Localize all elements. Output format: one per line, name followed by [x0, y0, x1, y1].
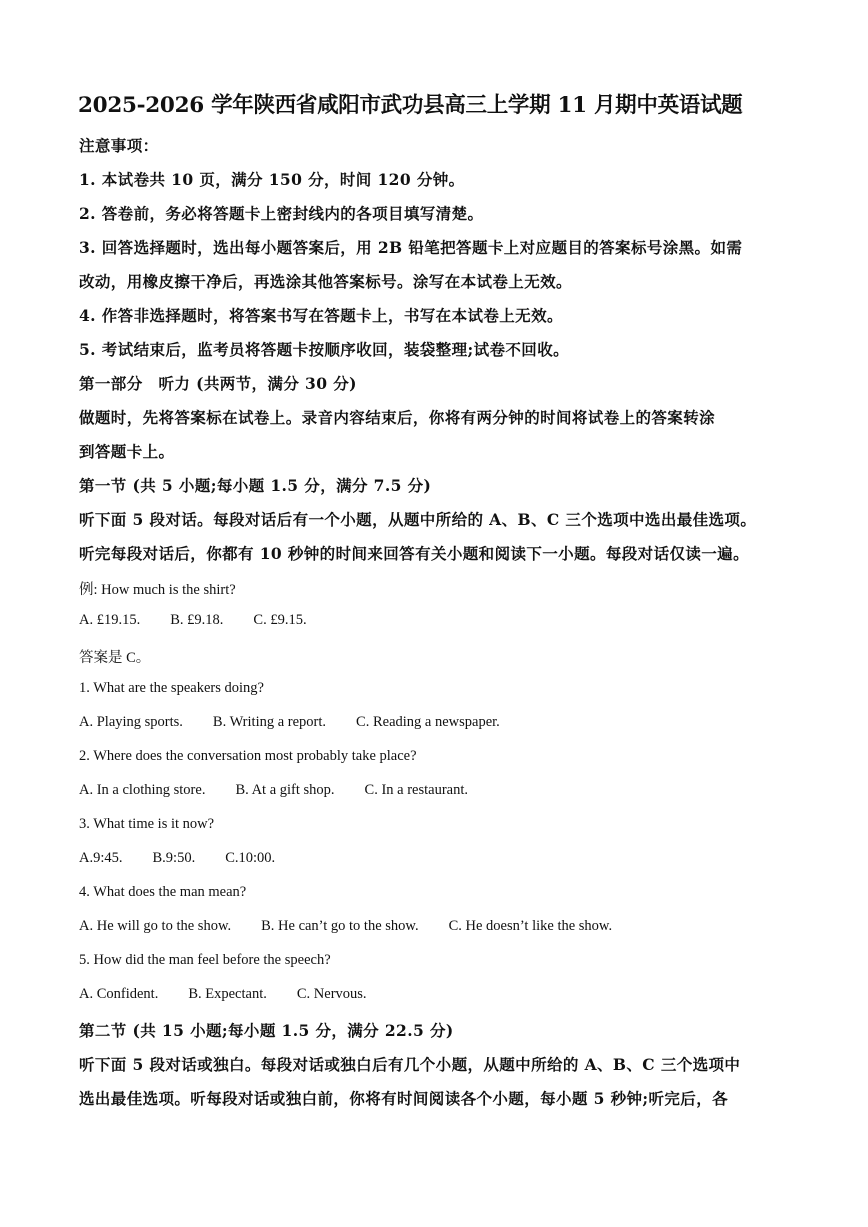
question: 4. What does the man mean?: [79, 884, 247, 900]
option: C. In a restaurant.: [364, 782, 469, 798]
option: C. £9.15.: [253, 612, 307, 628]
option: B. Writing a report.: [212, 714, 327, 730]
section1-heading: 第一节 (共 5 小题;每小题 1.5 分，满分 7.5 分): [79, 476, 432, 495]
notice-heading: 注意事项：: [79, 136, 159, 155]
question-options: [79, 918, 799, 935]
example-options: [79, 612, 799, 629]
notice-item: 3. 回答选择题时，选出每小题答案后，用 2B 铅笔把答题卡上对应题目的答案标号涂黑。如需: [79, 238, 743, 257]
notice-item: 4. 作答非选择题时，将答案书写在答题卡上，书写在本试卷上无效。: [79, 306, 563, 325]
question-options: [79, 714, 799, 731]
question: 1. What are the speakers doing?: [79, 680, 264, 696]
notice-item: 改动，用橡皮擦干净后，再选涂其他答案标号。涂写在本试卷上无效。: [79, 272, 572, 291]
part1-intro: 做题时，先将答案标在试卷上。录音内容结束后，你将有两分钟的时间将试卷上的答案转涂: [79, 408, 716, 427]
section1-intro: 听完每段对话后，你都有 10 秒钟的时间来回答有关小题和阅读下一小题。每段对话仅读一遍。: [79, 544, 749, 563]
question: 2. Where does the conversation most probably take place?: [79, 748, 417, 764]
notice-item: 5. 考试结束后，监考员将答题卡按顺序收回，装袋整理;试卷不回收。: [79, 340, 570, 359]
part1-heading: 第一部分 听力 (共两节，满分 30 分): [79, 374, 357, 393]
section2-heading: 第二节 (共 15 小题;每小题 1.5 分，满分 22.5 分): [79, 1021, 454, 1040]
question: 5. How did the man feel before the speech?: [79, 952, 331, 968]
option: B. He can’t go to the show.: [261, 918, 419, 934]
question-options: [79, 782, 799, 799]
option: B. At a gift shop.: [235, 782, 335, 798]
option: B.9:50.: [152, 850, 196, 866]
part1-intro: 到答题卡上。: [79, 442, 175, 461]
option: C. Nervous.: [296, 986, 367, 1002]
option: A. Playing sports.: [79, 714, 183, 730]
question-options: [79, 850, 799, 867]
question-options: [79, 986, 799, 1003]
page-title: 2025-2026 学年陕西省咸阳市武功县高三上学期 11 月期中英语试题: [78, 93, 743, 118]
option: A. In a clothing store.: [79, 782, 206, 798]
option: A.9:45.: [79, 850, 123, 866]
option: A. Confident.: [79, 986, 159, 1002]
question: 3. What time is it now?: [79, 816, 215, 832]
option: C.10:00.: [225, 850, 276, 866]
option: B. Expectant.: [188, 986, 267, 1002]
example-answer: 答案是 C。: [79, 650, 151, 666]
notice-item: 1. 本试卷共 10 页，满分 150 分，时间 120 分钟。: [79, 170, 465, 189]
notice-item: 2. 答卷前，务必将答题卡上密封线内的各项目填写清楚。: [79, 204, 484, 223]
option: C. Reading a newspaper.: [356, 714, 500, 730]
option: B. £9.18.: [170, 612, 224, 628]
section2-intro: 选出最佳选项。听每段对话或独白前，你将有时间阅读各个小题，每小题 5 秒钟;听完后，各: [79, 1089, 729, 1108]
example-question: 例: How much is the shirt?: [79, 582, 236, 598]
option: A. He will go to the show.: [79, 918, 232, 934]
option: A. £19.15.: [79, 612, 141, 628]
option: C. He doesn’t like the show.: [448, 918, 613, 934]
section1-intro: 听下面 5 段对话。每段对话后有一个小题，从题中所给的 A、B、C 三个选项中选出最佳选项。: [79, 510, 757, 529]
section2-intro: 听下面 5 段对话或独白。每段对话或独白后有几个小题，从题中所给的 A、B、C 三个选项中: [79, 1055, 741, 1074]
